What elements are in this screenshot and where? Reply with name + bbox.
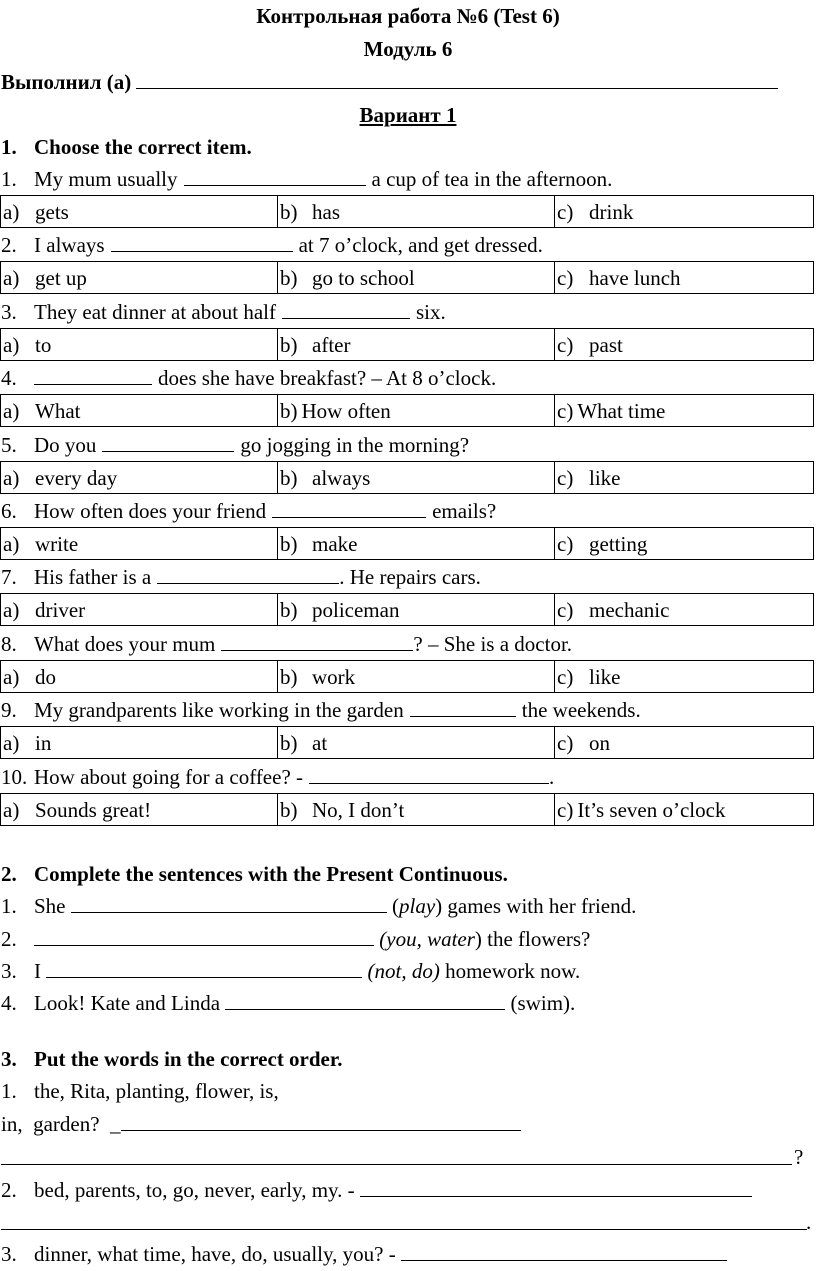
option-b[interactable] [278,196,555,228]
answer-blank[interactable] [157,565,339,584]
option-text: after [312,332,351,357]
option-letter: b) [280,465,298,490]
answer-blank[interactable] [34,366,152,385]
option-letter: c) [557,265,574,290]
answer-blank[interactable] [410,698,516,717]
question-number: 4. [1,366,17,390]
option-a[interactable] [1,462,278,494]
option-text: to [35,332,52,357]
option-text: like [589,465,621,490]
question-number: 1. [1,167,17,191]
task3-item-text: dinner, what time, have, do, usually, you? - [34,1242,396,1266]
option-letter: c) [557,664,574,689]
task3-item-1-words: the, Rita, planting, flower, is, [34,1079,279,1103]
task2-item-text: She [34,894,66,918]
question-text: How about going for a coffee? - [34,765,304,789]
option-letter: a) [3,199,20,224]
option-letter: c) [557,398,574,423]
option-text: What time [577,398,666,423]
option-letter: a) [3,531,20,556]
module-label: Модуль 6 [363,37,453,61]
option-a[interactable] [1,329,278,361]
question-text: Do you [34,433,97,457]
task3-item-2 [34,1178,752,1203]
task3-heading [1,1047,343,1072]
option-b[interactable] [278,262,555,294]
hint-paren: ( [392,894,399,918]
option-text: gets [35,199,69,224]
option-letter: a) [3,730,20,755]
answer-blank[interactable] [309,765,549,784]
task3-heading-text: Put the words in the correct order. [34,1047,343,1071]
option-b[interactable] [278,528,555,560]
verb-hint: (not, do) [367,959,440,983]
question-6 [34,499,496,524]
options-table [0,527,814,560]
answer-line[interactable] [1,1164,792,1165]
answer-blank[interactable] [46,959,362,978]
option-a[interactable] [1,594,278,626]
option-letter: b) [280,797,298,822]
option-b[interactable] [278,594,555,626]
question-number: 7. [1,565,17,589]
option-letter: b) [280,531,298,556]
question-5 [34,433,469,458]
option-letter: c) [557,597,574,622]
option-b[interactable] [278,395,555,427]
option-c[interactable] [555,661,814,693]
question-7 [34,565,481,590]
sentence-end-mark: . [806,1210,812,1234]
option-c[interactable] [555,727,814,759]
options-table [0,726,814,759]
task2-item-2 [34,927,590,952]
task2-item-1 [34,894,636,919]
options-table [0,394,814,427]
option-text: every day [35,465,118,490]
task3-item-text: in, garden? _ [1,1112,121,1136]
option-text: do [35,664,56,689]
task2-heading [1,862,508,887]
question-text: a cup of tea in the afternoon. [371,167,613,191]
name-blank[interactable] [136,70,778,89]
verb-hint: you, water [386,927,475,951]
option-a[interactable] [1,661,278,693]
option-letter: a) [3,398,20,423]
options-table [0,328,814,361]
question-4 [34,366,496,391]
question-10 [34,765,554,790]
question-text: the weekends. [521,698,641,722]
option-c[interactable] [555,262,814,294]
option-b[interactable] [278,727,555,759]
option-text: mechanic [589,597,670,622]
options-table [0,261,814,294]
option-letter: a) [3,332,20,357]
option-letter: b) [280,730,298,755]
option-letter: b) [280,664,298,689]
option-text: go to school [312,265,415,290]
option-letter: b) [280,265,298,290]
option-c[interactable] [555,462,814,494]
option-letter: c) [557,332,574,357]
question-text: What does your mum [34,632,216,656]
completed-by-text: Выполнил (а) [1,70,132,94]
task3-item-3 [34,1242,727,1267]
hint-paren: ) [435,894,443,918]
options-table [0,195,814,228]
question-text: They eat dinner at about half [34,300,276,324]
option-letter: a) [3,465,20,490]
question-text: six. [415,300,446,324]
option-a[interactable] [1,196,278,228]
worksheet-title: Контрольная работа №6 (Test 6) [256,4,560,28]
options-table [0,793,814,826]
hint-paren: ( [379,927,387,951]
question-text: does she have breakfast? – At 8 o’clock. [158,366,497,390]
task2-item-text: games with her friend. [447,894,637,918]
task2-item-text: homework now. [445,959,581,983]
option-text: get up [35,265,87,290]
options-table [0,461,814,494]
answer-blank[interactable] [360,1178,752,1197]
answer-blank[interactable] [282,300,410,319]
option-text: has [312,199,340,224]
question-number: 5. [1,433,17,457]
variant-label [0,103,816,128]
task1-heading [1,135,252,160]
question-9 [34,698,641,723]
option-b[interactable] [278,462,555,494]
option-text: have lunch [589,265,681,290]
option-text: always [312,465,371,490]
answer-blank[interactable] [71,894,387,913]
option-b[interactable] [278,661,555,693]
question-number: 9. [1,698,17,722]
answer-blank[interactable] [221,632,413,651]
option-letter: c) [557,531,574,556]
question-number: 6. [1,499,17,523]
question-text: go jogging in the morning? [240,433,470,457]
task2-item-text: (swim). [510,991,576,1015]
option-a[interactable] [1,794,278,826]
option-letter: b) [280,597,298,622]
option-letter: a) [3,597,20,622]
task3-item-number: 1. [1,1079,17,1103]
option-b[interactable] [278,329,555,361]
task1-heading-text: Choose the correct item. [34,135,252,159]
task2-heading-text: Complete the sentences with the Present Continuous. [34,862,508,886]
option-letter: a) [3,265,20,290]
option-text: like [589,664,621,689]
task2-item-4 [34,991,575,1016]
task2-item-text: I [34,959,41,983]
answer-blank[interactable] [401,1242,727,1261]
question-text: How often does your friend [34,499,267,523]
task2-item-number: 2. [1,927,17,951]
option-text: make [312,531,358,556]
question-number: 10. [1,765,28,789]
answer-blank[interactable] [34,927,374,946]
question-text: ? – She is a doctor. [413,632,573,656]
option-text: work [312,664,356,689]
option-c[interactable] [555,329,814,361]
question-8 [34,632,572,657]
option-a[interactable] [1,262,278,294]
option-b[interactable] [278,794,555,826]
option-text: in [35,730,52,755]
answer-blank[interactable] [225,991,505,1010]
task2-item-number: 1. [1,894,17,918]
option-letter: c) [557,797,574,822]
question-3 [34,300,446,325]
task2-item-number: 4. [1,991,17,1015]
task1-heading-number: 1. [1,135,17,159]
option-letter: c) [557,730,574,755]
option-text: No, I don’t [312,797,405,822]
task2-item-text: the flowers? [487,927,591,951]
option-text: write [35,531,79,556]
option-text: drink [589,199,634,224]
option-letter: a) [3,664,20,689]
verb-hint: play [399,894,436,918]
option-c[interactable] [555,594,814,626]
task2-heading-number: 2. [1,862,17,886]
task3-item-1-words-cont [1,1112,521,1137]
question-text: My grandparents like working in the garden [34,698,404,722]
variant-text: Вариант 1 [359,103,457,127]
option-a[interactable] [1,528,278,560]
question-text: at 7 o’clock, and get dressed. [298,233,543,257]
answer-line[interactable] [1,1229,807,1230]
question-text: His father is a [34,565,152,589]
question-number: 2. [1,233,17,257]
option-c[interactable] [555,395,814,427]
task3-item-number: 3. [1,1242,17,1266]
task2-item-number: 3. [1,959,17,983]
option-c[interactable] [555,528,814,560]
option-text: driver [35,597,86,622]
option-text: getting [589,531,648,556]
completed-by-label [1,70,778,95]
option-letter: b) [280,398,298,423]
question-1 [34,167,612,192]
answer-blank[interactable] [184,167,366,186]
option-c[interactable] [555,794,814,826]
question-number: 8. [1,632,17,656]
hint-paren: ) [474,927,482,951]
task2-item-3 [34,959,580,984]
answer-blank[interactable] [121,1112,521,1131]
task2-item-text: Look! Kate and Linda [34,991,221,1015]
option-text: How often [301,398,391,423]
task3-item-text: bed, parents, to, go, never, early, my. - [34,1178,355,1202]
question-text: My mum usually [34,167,178,191]
task3-item-number: 2. [1,1178,17,1202]
answer-blank[interactable] [272,499,426,518]
options-table [0,660,814,693]
option-text: Sounds great! [35,797,152,822]
question-text: I always [34,233,105,257]
question-number: 3. [1,300,17,324]
option-c[interactable] [555,196,814,228]
option-text: at [312,730,328,755]
option-letter: c) [557,465,574,490]
question-text: emails? [432,499,497,523]
answer-blank[interactable] [102,433,234,452]
option-a[interactable] [1,727,278,759]
option-text: What [35,398,81,423]
option-text: past [589,332,623,357]
option-text: It’s seven o’clock [577,797,726,822]
option-letter: b) [280,332,298,357]
question-text: . [549,765,555,789]
option-text: on [589,730,610,755]
option-a[interactable] [1,395,278,427]
question-text: . He repairs cars. [339,565,481,589]
option-text: policeman [312,597,400,622]
option-letter: b) [280,199,298,224]
option-letter: c) [557,199,574,224]
sentence-end-mark: ? [794,1145,804,1169]
task3-heading-number: 3. [1,1047,17,1071]
options-table [0,593,814,626]
answer-blank[interactable] [111,233,293,252]
question-2 [34,233,543,258]
option-letter: a) [3,797,20,822]
